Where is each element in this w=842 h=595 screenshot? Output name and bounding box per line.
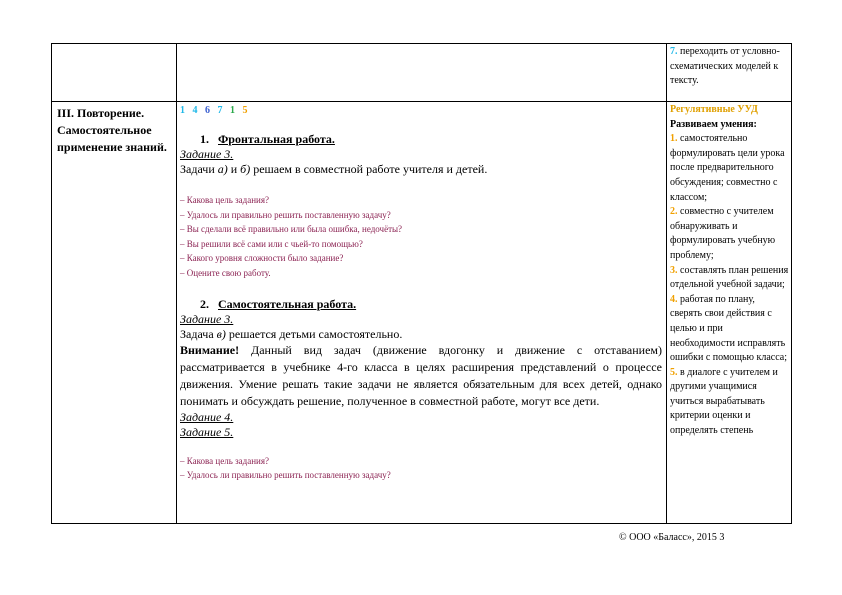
item-text: самостоятельно формулировать цели урока после предварительного обсуждения; совместно с классом; (670, 133, 785, 203)
item-number: 2. (670, 206, 678, 218)
text-part: решаем в совместной работе учителя и детей. (250, 162, 488, 176)
uud-item (670, 366, 789, 439)
section-title: Самостоятельная работа. (218, 296, 357, 311)
page-footer: © ООО «Баласс», 2015 3 (619, 532, 725, 543)
content-cell (176, 101, 666, 483)
competency-number: 1 (180, 105, 186, 116)
task-text (180, 162, 662, 177)
stage-title: III. Повторение. Самостоятельное применение знаний. (57, 106, 167, 154)
uud-subtitle: Развиваем умения: (670, 118, 757, 130)
uud-title: Регулятивные УУД (670, 104, 758, 115)
item-text: в диалоге с учителем и другими учащимися учиться вырабатывать критерии оценки и определять степень (670, 366, 778, 437)
section-title: Фронтальная работа. (218, 132, 335, 146)
competency-number: 6 (205, 105, 211, 116)
task-label: Задание 3. (180, 311, 234, 326)
item-text: составлять план решения отдельной учебной задачи; (670, 264, 789, 291)
text-part: в) (216, 326, 226, 341)
uud-continuation-cell (666, 44, 792, 89)
question-item: – Какого уровня сложности было задание? (180, 253, 344, 264)
text-part: б) (240, 162, 251, 176)
uud-item (670, 293, 789, 366)
uud-cell (666, 101, 792, 439)
section-heading (180, 297, 662, 312)
task-label: Задание 4. (180, 409, 234, 424)
item-number: 3. (670, 264, 678, 276)
question-item: – Какова цель задания? (180, 195, 269, 205)
lesson-table (51, 43, 792, 524)
section-number: 2. (200, 296, 209, 311)
competency-numbers (180, 104, 662, 118)
task-label: Задание 5. (180, 424, 234, 439)
item-number: 1. (670, 133, 678, 145)
text-part: а) (217, 162, 228, 176)
uud-item (670, 264, 789, 293)
question-item: – Удалось ли правильно решить поставленную задачу? (180, 209, 391, 220)
text-part: решается детьми самостоятельно. (225, 326, 403, 341)
uud-item (670, 205, 789, 263)
stage-cell (52, 101, 176, 156)
competency-number: 7 (217, 105, 224, 116)
question-item: – Удалось ли правильно решить поставленную задачу? (180, 470, 391, 481)
item-text: переходить от условно-схематических моделей к тексту. (670, 46, 780, 87)
question-item: – Вы решили всё сами или с чьей-то помощью? (180, 238, 363, 249)
task-text (180, 327, 662, 342)
competency-number: 4 (192, 105, 199, 116)
item-text: совместно с учителем обнаруживать и формулировать учебную проблему; (670, 206, 776, 261)
attention-paragraph (180, 342, 662, 410)
competency-number: 1 (230, 105, 236, 116)
question-item: – Какова цель задания? (180, 455, 269, 466)
section-number: 1. (200, 132, 209, 146)
uud-item (670, 132, 789, 205)
text-part: и (227, 162, 241, 176)
section-heading (180, 132, 662, 147)
item-number: 4. (670, 293, 678, 305)
attention-text: Данный вид задач (движение вдогонку и движение с отставанием) рассматривается в учебнике 4-го класса в целях расширения представлений о процессе движения. Умение решать такие задачи не является обязательным для всех детей, однако понимать и обсуждать решение, полученное в совместной работе, могут все дети. (180, 342, 662, 408)
question-item: – Вы сделали всё правильно или была ошибка, недочёты? (180, 224, 403, 235)
item-text: работая по плану, сверять свои действия с целью и при необходимости исправлять ошибки с помощью класса; (670, 293, 788, 364)
item-number: 5. (670, 366, 678, 378)
text-part: Задача (180, 326, 217, 341)
competency-number: 5 (242, 105, 249, 116)
question-item: – Оцените свою работу. (180, 267, 271, 278)
text-part: Задачи (180, 162, 218, 176)
item-number: 7. (670, 46, 678, 57)
attention-label: Внимание! (180, 342, 240, 357)
task-label: Задание 3. (180, 147, 234, 161)
